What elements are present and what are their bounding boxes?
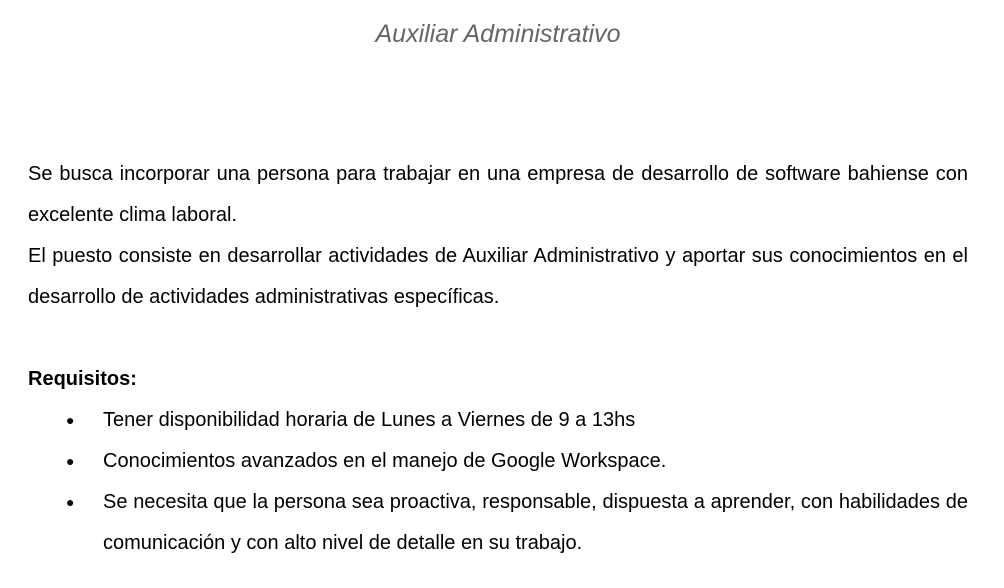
requirements-list — [28, 400, 968, 564]
requirement-text: Tener disponibilidad horaria de Lunes a Viernes de 9 a 13hs — [103, 409, 636, 431]
bullet-icon: ● — [66, 494, 75, 510]
intro-paragraph-1: Se busca incorporar una persona para trabajar en una empresa de desarrollo de software bahiense con excelente clima laboral. — [28, 163, 968, 226]
bullet-icon: ● — [66, 453, 75, 469]
document-body — [28, 154, 968, 564]
requirements-heading: Requisitos: — [28, 368, 137, 390]
document-title: Auxiliar Administrativo — [375, 20, 621, 48]
requirement-text: Conocimientos avanzados en el manejo de Google Workspace. — [103, 450, 667, 472]
requirement-item — [28, 482, 968, 564]
requirement-item — [28, 441, 968, 482]
requirement-item — [28, 400, 968, 441]
blank-line — [28, 318, 968, 359]
bullet-icon: ● — [66, 412, 75, 428]
intro-paragraph-2: El puesto consiste en desarrollar actividades de Auxiliar Administrativo y aportar sus conocimientos en el desarrollo de actividades administrativas específicas. — [28, 245, 968, 308]
requirement-text: Se necesita que la persona sea proactiva, responsable, dispuesta a aprender, con habilidades de comunicación y con alto nivel de detalle en su trabajo. — [103, 491, 968, 554]
